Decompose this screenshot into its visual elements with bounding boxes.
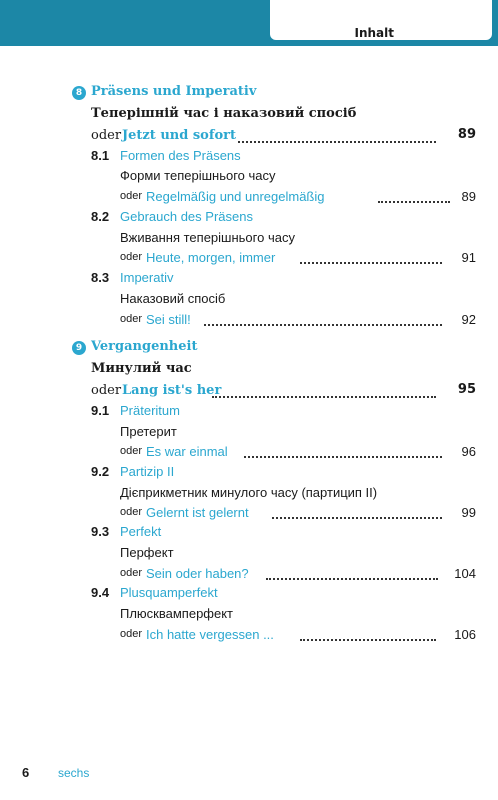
- section-title-de[interactable]: Präteritum: [120, 403, 180, 418]
- chapter-title-de: Vergangenheit: [91, 339, 198, 354]
- leader-dots: [300, 262, 442, 264]
- section-oder: oder: [120, 313, 143, 325]
- section-number: 8.2: [91, 209, 110, 224]
- section-title-ua: Претерит: [120, 424, 177, 439]
- section-title-ua: Форми теперішнього часу: [120, 168, 276, 183]
- footer-page-number: 6: [22, 765, 30, 780]
- section-title-ua: Перфект: [120, 545, 174, 560]
- section-number: 8.3: [91, 270, 110, 285]
- section-number: 8.1: [91, 148, 110, 163]
- leader-dots: [272, 517, 442, 519]
- section-subtitle[interactable]: Sei still!: [146, 312, 191, 327]
- section-page[interactable]: 104: [454, 566, 476, 581]
- section-subtitle[interactable]: Sein oder haben?: [146, 566, 249, 581]
- chapter-title-de: Präsens und Imperativ: [91, 84, 257, 99]
- section-title-ua: Наказовий спосіб: [120, 291, 226, 306]
- chapter-page[interactable]: 95: [457, 382, 476, 397]
- chapter-title-ua: Минулий час: [91, 361, 192, 376]
- leader-dots: [266, 578, 438, 580]
- leader-dots: [300, 639, 436, 641]
- chapter-title-ua: Теперішній час і наказовий спосіб: [91, 106, 357, 121]
- section-page[interactable]: 99: [461, 505, 476, 520]
- chapter-subtitle[interactable]: Lang ist's her: [122, 383, 222, 398]
- chapter-page[interactable]: 89: [457, 127, 476, 142]
- section-oder: oder: [120, 445, 143, 457]
- leader-dots: [238, 141, 436, 143]
- section-title-de[interactable]: Perfekt: [120, 524, 162, 539]
- section-title-de[interactable]: Gebrauch des Präsens: [120, 209, 253, 224]
- section-oder: oder: [120, 251, 143, 263]
- section-number: 9.3: [91, 524, 110, 539]
- section-page[interactable]: 91: [461, 250, 476, 265]
- section-page[interactable]: 106: [454, 627, 476, 642]
- section-title-ua: Дієприкметник минулого часу (партицип II): [120, 485, 378, 500]
- section-title-ua: Вживання теперішнього часу: [120, 230, 295, 245]
- chapter-oder: oder: [91, 383, 122, 398]
- section-subtitle[interactable]: Heute, morgen, immer: [146, 250, 276, 265]
- section-title-de[interactable]: Partizip II: [120, 464, 175, 479]
- section-page[interactable]: 96: [461, 444, 476, 459]
- leader-dots: [212, 396, 436, 398]
- footer-page-word: sechs: [58, 766, 90, 780]
- section-oder: oder: [120, 567, 143, 579]
- leader-dots: [204, 324, 442, 326]
- section-page[interactable]: 89: [461, 189, 476, 204]
- section-title-de[interactable]: Plusquamperfekt: [120, 585, 218, 600]
- section-subtitle[interactable]: Ich hatte vergessen ...: [146, 627, 274, 642]
- section-number: 9.2: [91, 464, 110, 479]
- leader-dots: [244, 456, 442, 458]
- section-subtitle[interactable]: Es war einmal: [146, 444, 228, 459]
- section-subtitle[interactable]: Regelmäßig und unregelmäßig: [146, 189, 325, 204]
- section-oder: oder: [120, 190, 143, 202]
- section-title: Inhalt: [354, 26, 394, 40]
- section-oder: oder: [120, 628, 143, 640]
- section-title-de[interactable]: Formen des Präsens: [120, 148, 241, 163]
- chapter-subtitle[interactable]: Jetzt und sofort: [122, 128, 236, 143]
- section-title-ua: Плюсквамперфект: [120, 606, 234, 621]
- chapter-oder: oder: [91, 128, 122, 143]
- section-subtitle[interactable]: Gelernt ist gelernt: [146, 505, 249, 520]
- section-page[interactable]: 92: [461, 312, 476, 327]
- section-number: 9.1: [91, 403, 110, 418]
- chapter-number-badge: 8: [72, 86, 86, 100]
- chapter-number-badge: 9: [72, 341, 86, 355]
- section-oder: oder: [120, 506, 143, 518]
- section-title-de[interactable]: Imperativ: [120, 270, 174, 285]
- section-number: 9.4: [91, 585, 110, 600]
